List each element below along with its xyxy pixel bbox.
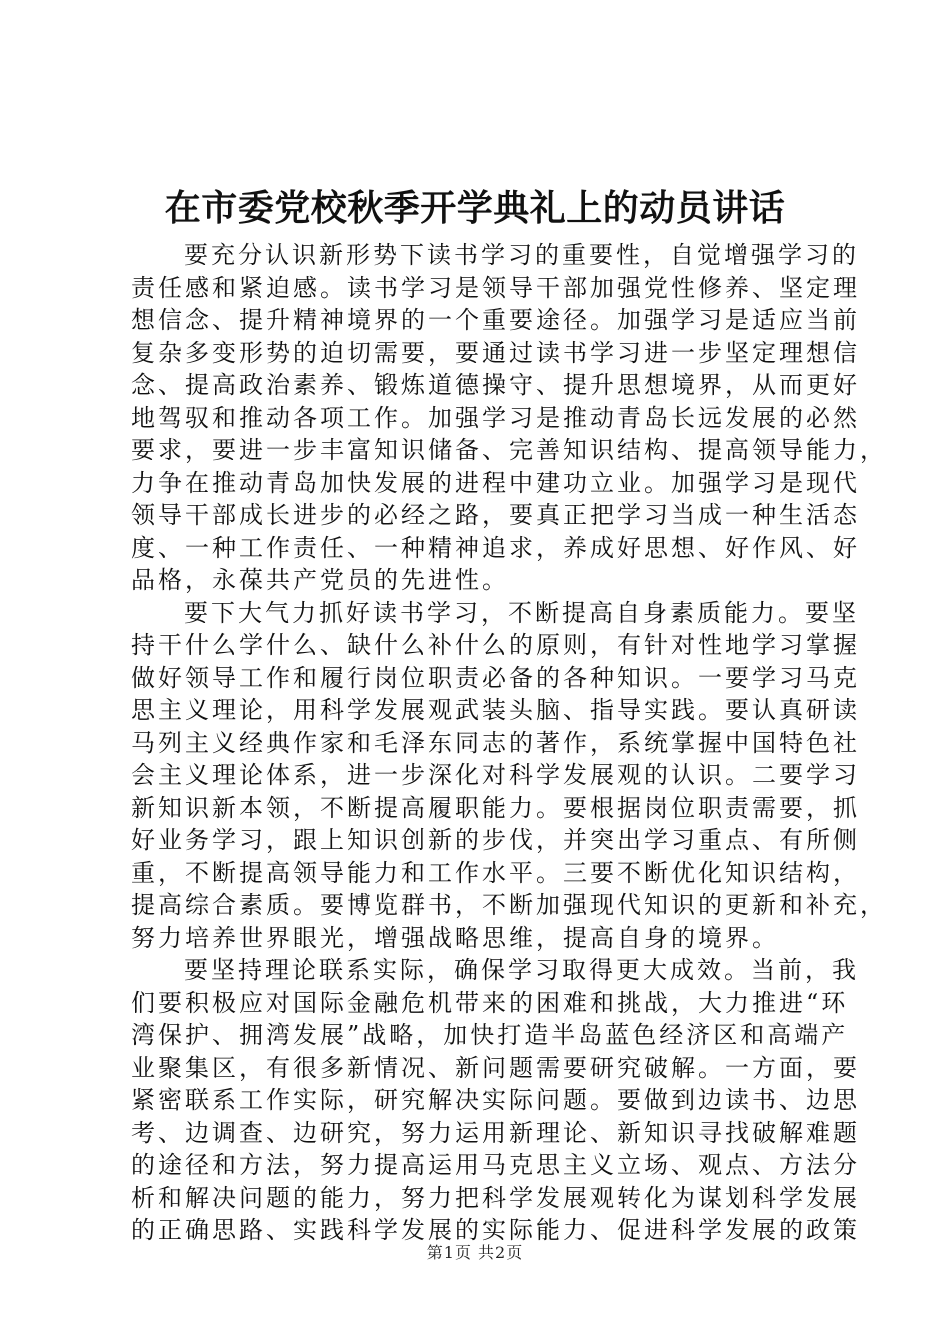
- page-footer: 第1页 共2页: [426, 1243, 524, 1262]
- paragraph-line: 领导干部成长进步的必经之路，要真正把学习当成一种生活态: [131, 501, 860, 529]
- paragraph-line: 会主义理论体系，进一步深化对科学发展观的认识。二要学习: [131, 761, 860, 789]
- paragraph-line: 持干什么学什么、缺什么补什么的原则，有针对性地学习掌握: [131, 631, 860, 659]
- paragraph-line: 好业务学习，跟上知识创新的步伐，并突出学习重点、有所侧: [131, 826, 860, 854]
- paragraph-2: [131, 597, 887, 955]
- paragraph-line: 们要积极应对国际金融危机带来的困难和挑战，大力推进“环: [131, 988, 849, 1017]
- paragraph-line: 复杂多变形势的迫切需要，要通过读书学习进一步坚定理想信: [131, 338, 860, 367]
- paragraph-line: 湾保护、拥湾发展”战略，加快打造半岛蓝色经济区和高端产: [131, 1021, 849, 1049]
- paragraph-line: 努力培养世界眼光，增强战略思维，提高自身的境界。: [131, 923, 779, 952]
- paragraph-line: 紧密联系工作实际，研究解决实际问题。要做到边读书、边思: [131, 1086, 860, 1114]
- paragraph-line: 业聚集区，有很多新情况、新问题需要研究破解。一方面，要: [131, 1053, 860, 1082]
- paragraph-line: 力争在推动青岛加快发展的进程中建功立业。加强学习是现代: [131, 468, 860, 497]
- paragraph-line: 要坚持理论联系实际，确保学习取得更大成效。当前，我: [184, 956, 859, 984]
- paragraph-line: 提高综合素质。要博览群书，不断加强现代知识的更新和补充，: [131, 891, 887, 919]
- paragraph-line: 度、一种工作责任、一种精神追求，养成好思想、好作风、好: [131, 533, 860, 562]
- document-body: [131, 239, 887, 1247]
- paragraph-line: 思主义理论，用科学发展观武装头脑、指导实践。要认真研读: [131, 696, 860, 724]
- paragraph-line: 念、提高政治素养、锻炼道德操守、提升思想境界，从而更好: [131, 371, 860, 399]
- paragraph-line: 要求，要进一步丰富知识储备、完善知识结构、提高领导能力，: [131, 436, 887, 464]
- paragraph-line: 地驾驭和推动各项工作。加强学习是推动青岛长远发展的必然: [131, 403, 860, 432]
- paragraph-line: 考、边调查、边研究，努力运用新理论、新知识寻找破解难题: [131, 1118, 860, 1147]
- paragraph-line: 新知识新本领，不断提高履职能力。要根据岗位职责需要，抓: [131, 793, 860, 822]
- paragraph-line: 的途径和方法，努力提高运用马克思主义立场、观点、方法分: [131, 1151, 860, 1179]
- paragraph-line: 品格，永葆共产党员的先进性。: [131, 566, 509, 594]
- paragraph-line: 马列主义经典作家和毛泽东同志的著作，系统掌握中国特色社: [131, 728, 860, 757]
- paragraph-line: 的正确思路、实践科学发展的实际能力、促进科学发展的政策: [131, 1216, 860, 1244]
- paragraph-line: 析和解决问题的能力，努力把科学发展观转化为谋划科学发展: [131, 1183, 860, 1212]
- paragraph-line: 重，不断提高领导能力和工作水平。三要不断优化知识结构，: [131, 858, 860, 887]
- paragraph-line: 责任感和紧迫感。读书学习是领导干部加强党性修养、坚定理: [131, 273, 860, 302]
- paragraph-line: 做好领导工作和履行岗位职责必备的各种知识。一要学习马克: [131, 663, 860, 692]
- paragraph-line: 要充分认识新形势下读书学习的重要性，自觉增强学习的: [184, 241, 859, 269]
- paragraph-line: 想信念、提升精神境界的一个重要途径。加强学习是适应当前: [131, 306, 860, 334]
- document-title: 在市委党校秋季开学典礼上的动员讲话: [164, 187, 786, 229]
- paragraph-line: 要下大气力抓好读书学习，不断提高自身素质能力。要坚: [184, 598, 859, 627]
- paragraph-3: [131, 954, 860, 1247]
- paragraph-1: [131, 239, 887, 597]
